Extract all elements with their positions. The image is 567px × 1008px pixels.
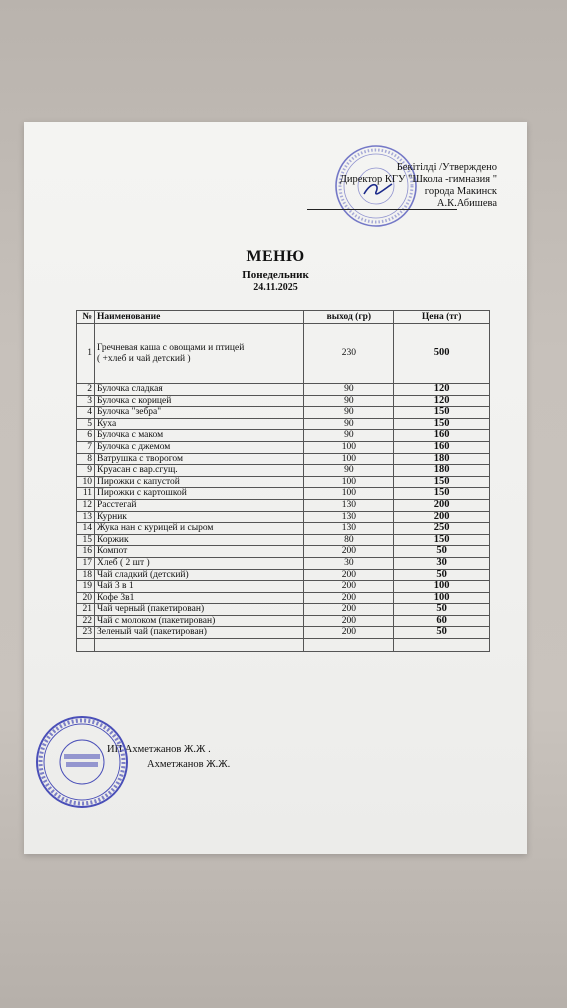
row-num: 20 [77,592,95,604]
table-row [77,569,490,581]
approval-line-4: А.К.Абишева [436,198,497,209]
row-output: 130 [304,499,394,511]
row-name: Чай черный (пакетирован) [94,604,303,616]
row-output: 200 [304,604,394,616]
table-row [77,523,490,535]
row-price: 50 [394,604,490,616]
row-num: 16 [77,546,95,558]
row-price: 60 [394,615,490,627]
row-output: 90 [304,395,394,407]
row-price: 180 [394,465,490,477]
table-row [77,592,490,604]
footer-line-1: ИП Ахметжанов Ж.Ж . [107,744,211,755]
empty-cell [394,639,490,652]
table-row [77,557,490,569]
row-num: 12 [77,499,95,511]
row-output: 130 [304,511,394,523]
empty-cell [77,639,95,652]
table-row [77,418,490,430]
row-output: 90 [304,384,394,396]
row-num: 17 [77,557,95,569]
row-price: 160 [394,430,490,442]
row-price: 150 [394,418,490,430]
row-output: 100 [304,441,394,453]
table-row [77,441,490,453]
approval-line-1: Бекітілді /Утверждено [396,162,497,173]
table-row [77,430,490,442]
table-row [77,395,490,407]
row-output: 100 [304,488,394,500]
row-num: 5 [77,418,95,430]
row-name: Коржик [94,534,303,546]
table-header-row [77,311,490,324]
row-price: 150 [394,534,490,546]
row-name: Гречневая каша с овощами и птицей ( +хлеб и чай детский ) [94,324,303,384]
row-name: Круасан с вар.сгущ. [94,465,303,477]
row-name: Булочка с маком [94,430,303,442]
menu-table-body [77,324,490,652]
row-name: Булочка с корицей [94,395,303,407]
row-output: 200 [304,569,394,581]
table-row [77,581,490,593]
row-num: 6 [77,430,95,442]
row-price: 200 [394,499,490,511]
table-row [77,499,490,511]
row-name: Булочка с джемом [94,441,303,453]
approval-block [340,162,497,210]
row-name: Курник [94,511,303,523]
table-row [77,465,490,477]
table-row [77,453,490,465]
row-num: 21 [77,604,95,616]
table-row [77,407,490,419]
table-row [77,604,490,616]
row-price: 160 [394,441,490,453]
header-output: выход (гр) [304,311,394,324]
row-price: 50 [394,627,490,639]
row-num: 14 [77,523,95,535]
row-num: 19 [77,581,95,593]
table-row [77,488,490,500]
row-name: Чай сладкий (детский) [94,569,303,581]
table-row [77,615,490,627]
row-price: 50 [394,546,490,558]
row-price: 150 [394,407,490,419]
row-num: 7 [77,441,95,453]
row-output: 30 [304,557,394,569]
table-row [77,534,490,546]
table-row [77,476,490,488]
row-num: 8 [77,453,95,465]
round-seal-icon [34,714,130,810]
header-num: № [77,311,95,324]
row-price: 500 [394,324,490,384]
header-price: Цена (тг) [394,311,490,324]
approval-line-2: Директор КГУ "Школа -гимназия " [339,174,497,185]
row-price: 180 [394,453,490,465]
footer-line-2: Ахметжанов Ж.Ж. [147,759,231,770]
row-output: 90 [304,465,394,477]
row-output: 130 [304,523,394,535]
row-price: 100 [394,581,490,593]
row-output: 200 [304,581,394,593]
empty-cell [94,639,303,652]
header-name: Наименование [94,311,303,324]
row-output: 100 [304,453,394,465]
row-num: 9 [77,465,95,477]
date-label: 24.11.2025 [253,282,298,293]
row-name: Чай с молоком (пакетирован) [94,615,303,627]
table-row [77,546,490,558]
row-price: 200 [394,511,490,523]
menu-table [76,310,490,652]
row-name: Чай 3 в 1 [94,581,303,593]
row-price: 120 [394,395,490,407]
row-price: 120 [394,384,490,396]
row-num: 22 [77,615,95,627]
day-label: Понедельник [242,269,309,281]
row-name: Расстегай [94,499,303,511]
row-output: 200 [304,592,394,604]
row-price: 100 [394,592,490,604]
table-row [77,511,490,523]
row-output: 80 [304,534,394,546]
row-output: 200 [304,615,394,627]
row-price: 30 [394,557,490,569]
row-output: 230 [304,324,394,384]
row-output: 90 [304,418,394,430]
row-num: 3 [77,395,95,407]
row-output: 90 [304,407,394,419]
row-output: 200 [304,546,394,558]
row-price: 250 [394,523,490,535]
empty-cell [304,639,394,652]
row-num: 10 [77,476,95,488]
row-num: 15 [77,534,95,546]
row-name: Ватрушка с творогом [94,453,303,465]
row-output: 90 [304,430,394,442]
page-title: МЕНЮ [246,248,305,265]
row-output: 200 [304,627,394,639]
row-num: 1 [77,324,95,384]
row-name: Зеленый чай (пакетирован) [94,627,303,639]
row-name: Хлеб ( 2 шт ) [94,557,303,569]
table-row-empty [77,639,490,652]
row-name: Булочка сладкая [94,384,303,396]
row-num: 23 [77,627,95,639]
row-num: 13 [77,511,95,523]
approval-line-3: города Макинск [424,186,497,197]
row-price: 150 [394,488,490,500]
table-row [77,384,490,396]
row-name: Жука нан с курицей и сыром [94,523,303,535]
row-price: 150 [394,476,490,488]
row-name: Компот [94,546,303,558]
row-num: 11 [77,488,95,500]
menu-document [24,122,527,854]
row-num: 18 [77,569,95,581]
row-name: Пирожки с картошкой [94,488,303,500]
row-price: 50 [394,569,490,581]
row-num: 2 [77,384,95,396]
row-output: 100 [304,476,394,488]
table-row [77,324,490,384]
row-num: 4 [77,407,95,419]
row-name: Пирожки с капустой [94,476,303,488]
row-name: Кофе 3в1 [94,592,303,604]
table-row [77,627,490,639]
row-name: Куха [94,418,303,430]
signature-line [307,209,457,210]
row-name: Булочка "зебра" [94,407,303,419]
